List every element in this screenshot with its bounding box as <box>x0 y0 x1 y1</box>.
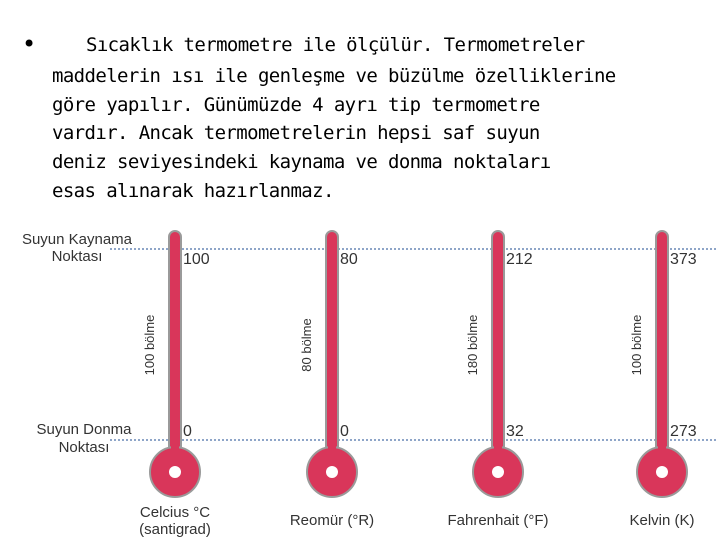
freezing-point-label: Suyun Donma <box>36 421 132 438</box>
freezing-value: 0 <box>340 423 349 440</box>
freezing-value: 273 <box>670 423 697 440</box>
boiling-value: 212 <box>506 251 533 268</box>
division-label: 100 bölme <box>629 314 644 376</box>
freezing-value: 32 <box>506 423 524 440</box>
thermometer-name: Celcius °C <box>139 504 211 521</box>
thermometer-neck <box>171 440 179 460</box>
paragraph-line: vardır. Ancak termometrelerin hepsi saf suyun <box>52 122 540 144</box>
paragraph-line: Sıcaklık termometre ile ölçülür. Termometreler <box>86 34 585 56</box>
thermometer-neck <box>658 440 666 460</box>
thermometer-name: (santigrad) <box>139 521 211 538</box>
paragraph-line: maddelerin ısı ile genleşme ve büzülme özelliklerine <box>52 65 616 87</box>
freezing-value: 0 <box>183 423 192 440</box>
thermometer-tube <box>326 231 338 456</box>
paragraph-line: deniz seviyesindeki kaynama ve donma noktaları <box>52 151 551 173</box>
thermometer-tube <box>169 231 181 456</box>
bulb-highlight <box>169 466 181 478</box>
thermometer-name: Reomür (°R) <box>289 512 375 529</box>
boiling-point-label: Noktası <box>51 248 103 265</box>
bulb-highlight <box>326 466 338 478</box>
boiling-point-label: Suyun Kaynama <box>21 231 133 248</box>
paragraph-line: göre yapılır. Günümüzde 4 ayrı tip termometre <box>52 94 540 116</box>
division-label: 180 bölme <box>465 314 480 376</box>
thermometer-name: Fahrenhait (°F) <box>447 512 549 529</box>
thermometer-tube <box>656 231 668 456</box>
bulb-highlight <box>492 466 504 478</box>
thermometer-neck <box>494 440 502 460</box>
thermometer-name: Kelvin (K) <box>629 512 695 529</box>
bulb-highlight <box>656 466 668 478</box>
bullet-point: • <box>22 30 37 58</box>
boiling-value: 373 <box>670 251 697 268</box>
boiling-value: 100 <box>183 251 210 268</box>
division-label: 80 bölme <box>299 318 314 372</box>
boiling-value: 80 <box>340 251 358 268</box>
paragraph-line: esas alınarak hazırlanmaz. <box>52 180 334 202</box>
thermometer-neck <box>328 440 336 460</box>
thermometer-tube <box>492 231 504 456</box>
division-label: 100 bölme <box>142 314 157 376</box>
freezing-point-label: Noktası <box>58 439 110 456</box>
